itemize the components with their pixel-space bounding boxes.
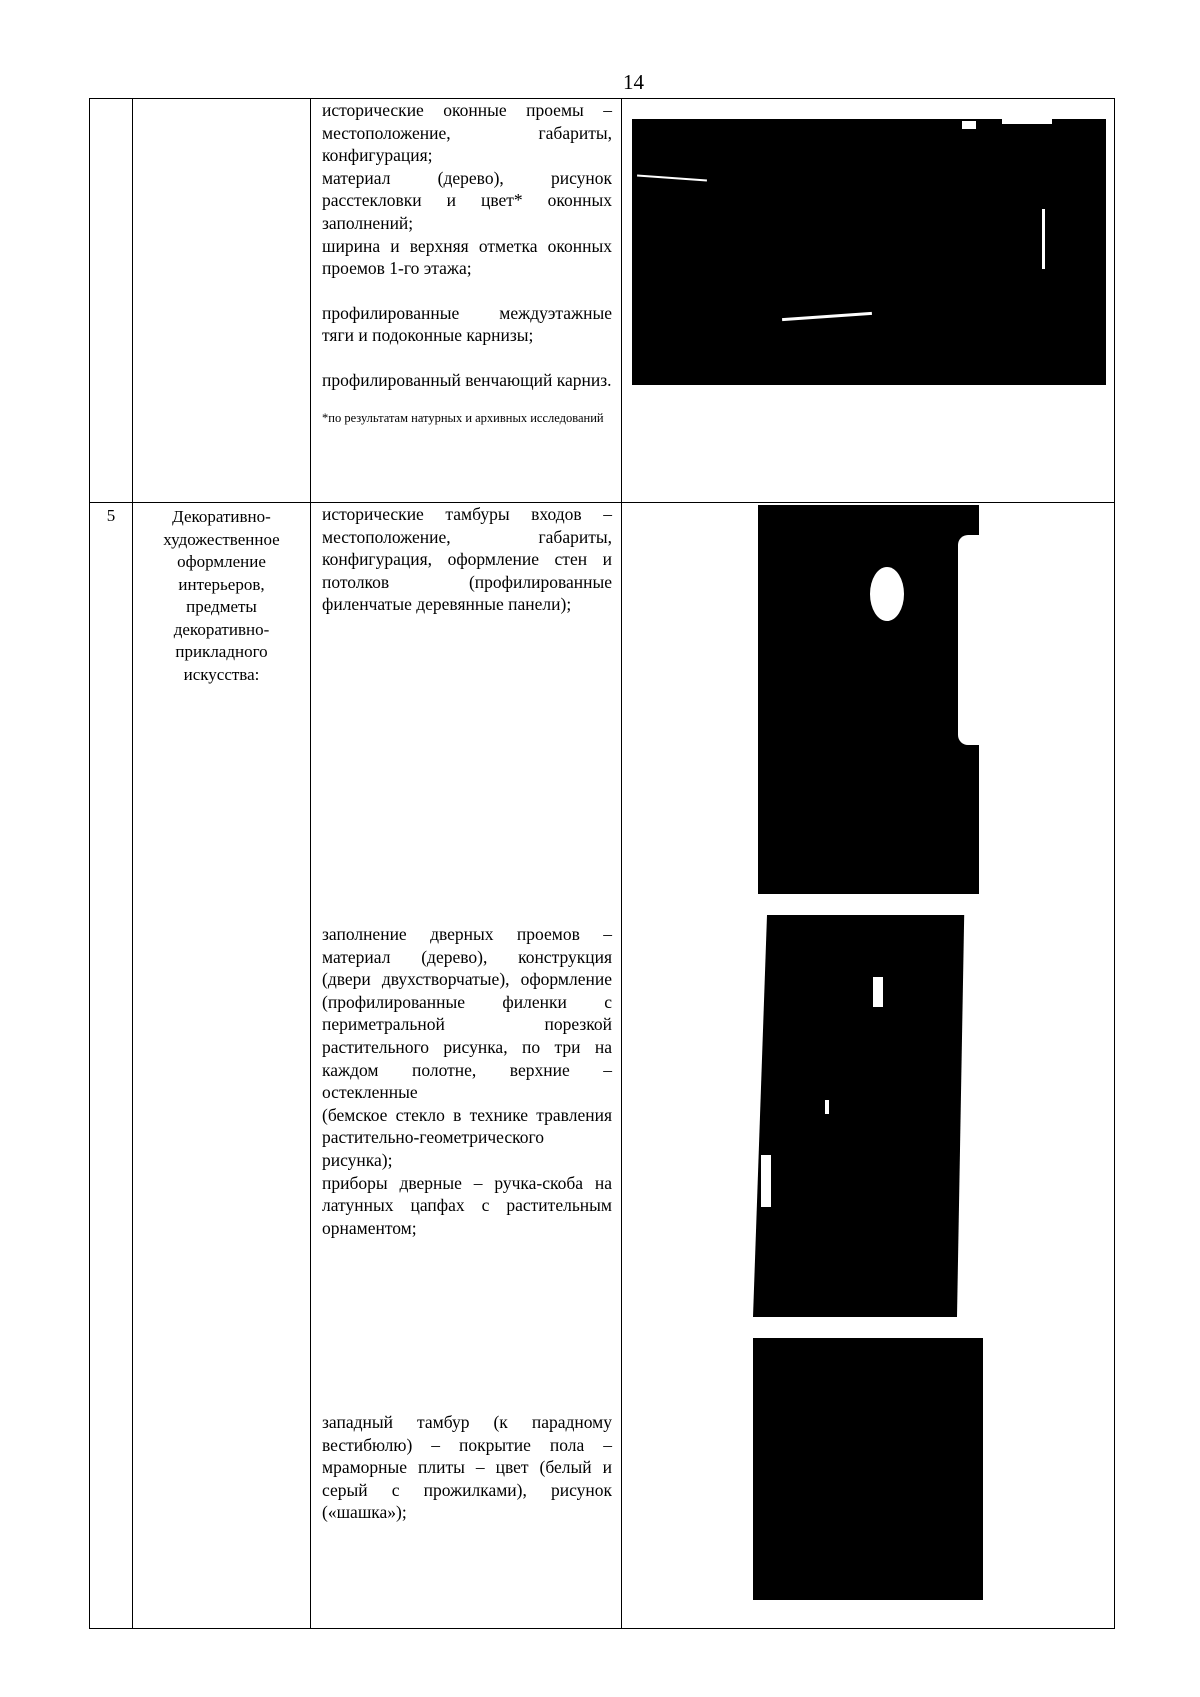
door-photo: [753, 915, 981, 1317]
table-row: [90, 503, 1115, 1629]
table-row: [90, 99, 1115, 503]
description-paragraph: приборы дверные – ручка-скоба на латунных цапфах с растительным орнаментом;: [322, 1172, 612, 1238]
description-paragraph: исторические тамбуры входов – местоположение, габариты, конфигурация, оформление стен и потолков (профилированные филенчатые деревянные панели);: [322, 504, 612, 615]
footnote: *по результатам натурных и архивных исследований: [322, 410, 604, 425]
subject-name-cell: [133, 99, 311, 503]
vestibule-photo: [758, 505, 979, 894]
description-paragraph: западный тамбур (к парадному вестибюлю) – покрытие пола – мраморные плиты – цвет (белый и серый с прожилками), рисунок («шашка»);: [322, 1412, 612, 1523]
row-number-cell: [90, 99, 133, 503]
description-cell: [311, 503, 622, 1629]
description-paragraph: профилированные междуэтажные тяги и подоконные карнизы;: [322, 302, 612, 346]
subject-name-cell: Декоративно-художественное оформление интерьеров, предметы декоративно-прикладного искусства:: [133, 503, 311, 1629]
description-paragraph: исторические оконные проемы – местоположение, габариты, конфигурация;: [322, 100, 612, 166]
page-number: 14: [623, 70, 644, 94]
description-paragraph: профилированный венчающий карниз.: [322, 369, 612, 390]
description-paragraph: заполнение дверных проемов – материал (дерево), конструкция (двери двухстворчатые), оформление (профилированные филенки с периметральной порезкой растительного рисунка, по три на каждом полотне, верхние – остекленные: [322, 924, 612, 1103]
facade-photo: [632, 119, 1106, 385]
photo-cell: [622, 99, 1115, 503]
row-number-cell: 5: [90, 503, 133, 1629]
subject-table: [89, 98, 1115, 1629]
description-paragraph: ширина и верхняя отметка оконных проемов 1-го этажа;: [322, 235, 612, 279]
photo-cell: [622, 503, 1115, 1629]
description-paragraph: материал (дерево), рисунок расстекловки и цвет* оконных заполнений;: [322, 167, 612, 233]
description-paragraph: (бемское стекло в технике травления растительно-геометрического рисунка);: [322, 1104, 612, 1170]
description-cell: [311, 99, 622, 503]
floor-photo: [753, 1338, 983, 1600]
lamp-highlight: [870, 567, 904, 621]
